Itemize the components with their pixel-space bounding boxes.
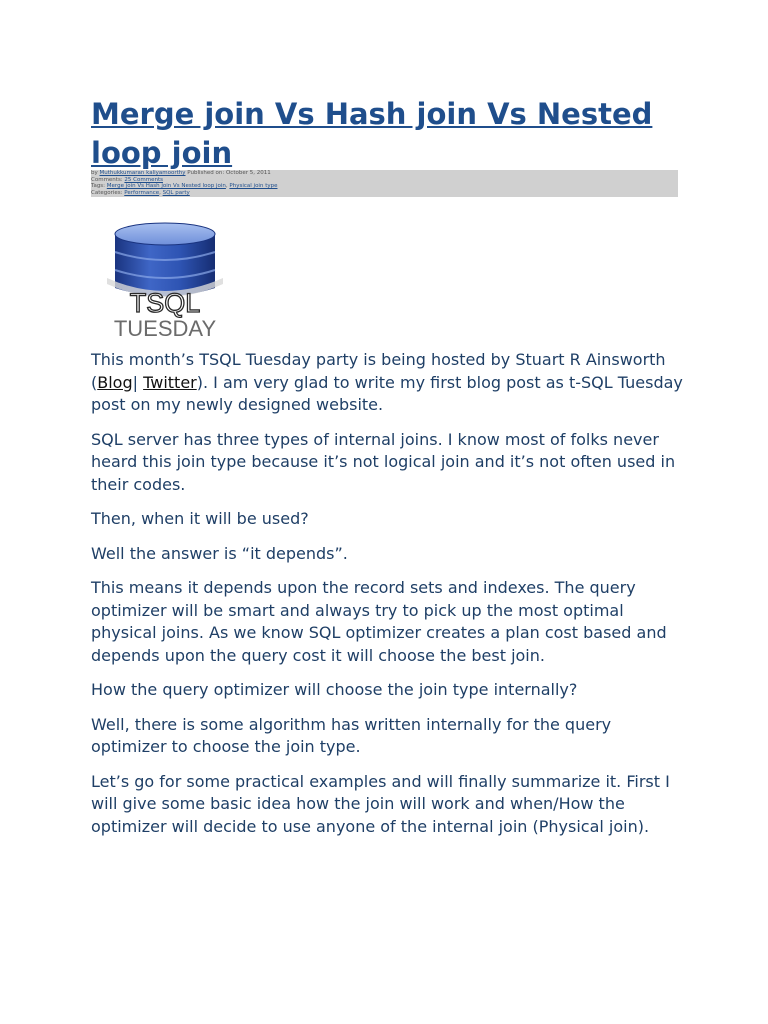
database-cylinder-icon <box>107 223 223 297</box>
post-meta-bar <box>91 170 678 197</box>
author-link[interactable]: Muthukkumaran kaliyamoorthy <box>99 170 186 176</box>
meta-categories-line: Categories: Performance, SQL party <box>91 189 190 196</box>
paragraph-intro: This month’s TSQL Tuesday party is being hosted by Stuart R Ainsworth (Blog| Twitter). I am very glad to write my first blog post as t-SQL Tuesday post on my newly designed website. <box>91 350 683 414</box>
logo-text-tuesday: TUESDAY <box>113 316 217 340</box>
comments-link[interactable]: 25 Comments <box>124 176 163 183</box>
publish-date: Published on: October 5, 2011 <box>185 170 271 176</box>
meta-author-line: by Muthukkumaran kaliyamoorthy Published on: October 5, 2011 <box>91 170 271 176</box>
paragraph-algorithm: Well, there is some algorithm has written internally for the query optimizer to choose the join type. <box>91 714 612 756</box>
paragraph-practical-examples: Let’s go for some practical examples and will finally summarize it. First I will give some basic idea how the join will work and when/How the optimizer will decide to use anyone of the internal join (Physical join). <box>91 771 670 836</box>
twitter-link[interactable]: Twitter <box>143 372 197 392</box>
meta-comments-line: Comments: 25 Comments <box>91 176 163 183</box>
paragraph-how-choose: How the query optimizer will choose the join type internally? <box>91 680 578 699</box>
paragraph-record-sets: This means it depends upon the record sets and indexes. The query optimizer will be smart and always try to pick up the most optimal physical joins. As we know SQL optimizer creates a plan cost based and depends upon the query cost it will choose the best join. <box>91 578 667 665</box>
tag-link-join-types[interactable]: Merge join Vs Hash join Vs Nested loop join <box>106 183 226 190</box>
article-body <box>91 349 691 850</box>
article-title <box>91 95 691 173</box>
tag-link-physical-join[interactable]: Physical join type <box>229 183 278 190</box>
tsql-tuesday-logo <box>105 218 225 340</box>
meta-tags-line: Tags: Merge join Vs Hash join Vs Nested loop join, Physical join type <box>91 183 278 190</box>
category-link-sql-party[interactable]: SQL party <box>162 189 190 196</box>
paragraph-it-depends: Well the answer is “it depends”. <box>91 543 348 563</box>
paragraph-join-types: SQL server has three types of internal joins. I know most of folks never heard this join type because it’s not logical join and it’s not often used in their codes. <box>91 429 676 494</box>
logo-text-tsql: TSQL <box>129 288 201 318</box>
category-link-performance[interactable]: Performance <box>124 189 160 196</box>
paragraph-when-used: Then, when it will be used? <box>91 509 309 528</box>
blog-link[interactable]: Blog <box>97 372 133 392</box>
article-title-link[interactable]: Merge join Vs Hash join Vs Nested loop join <box>91 97 653 170</box>
